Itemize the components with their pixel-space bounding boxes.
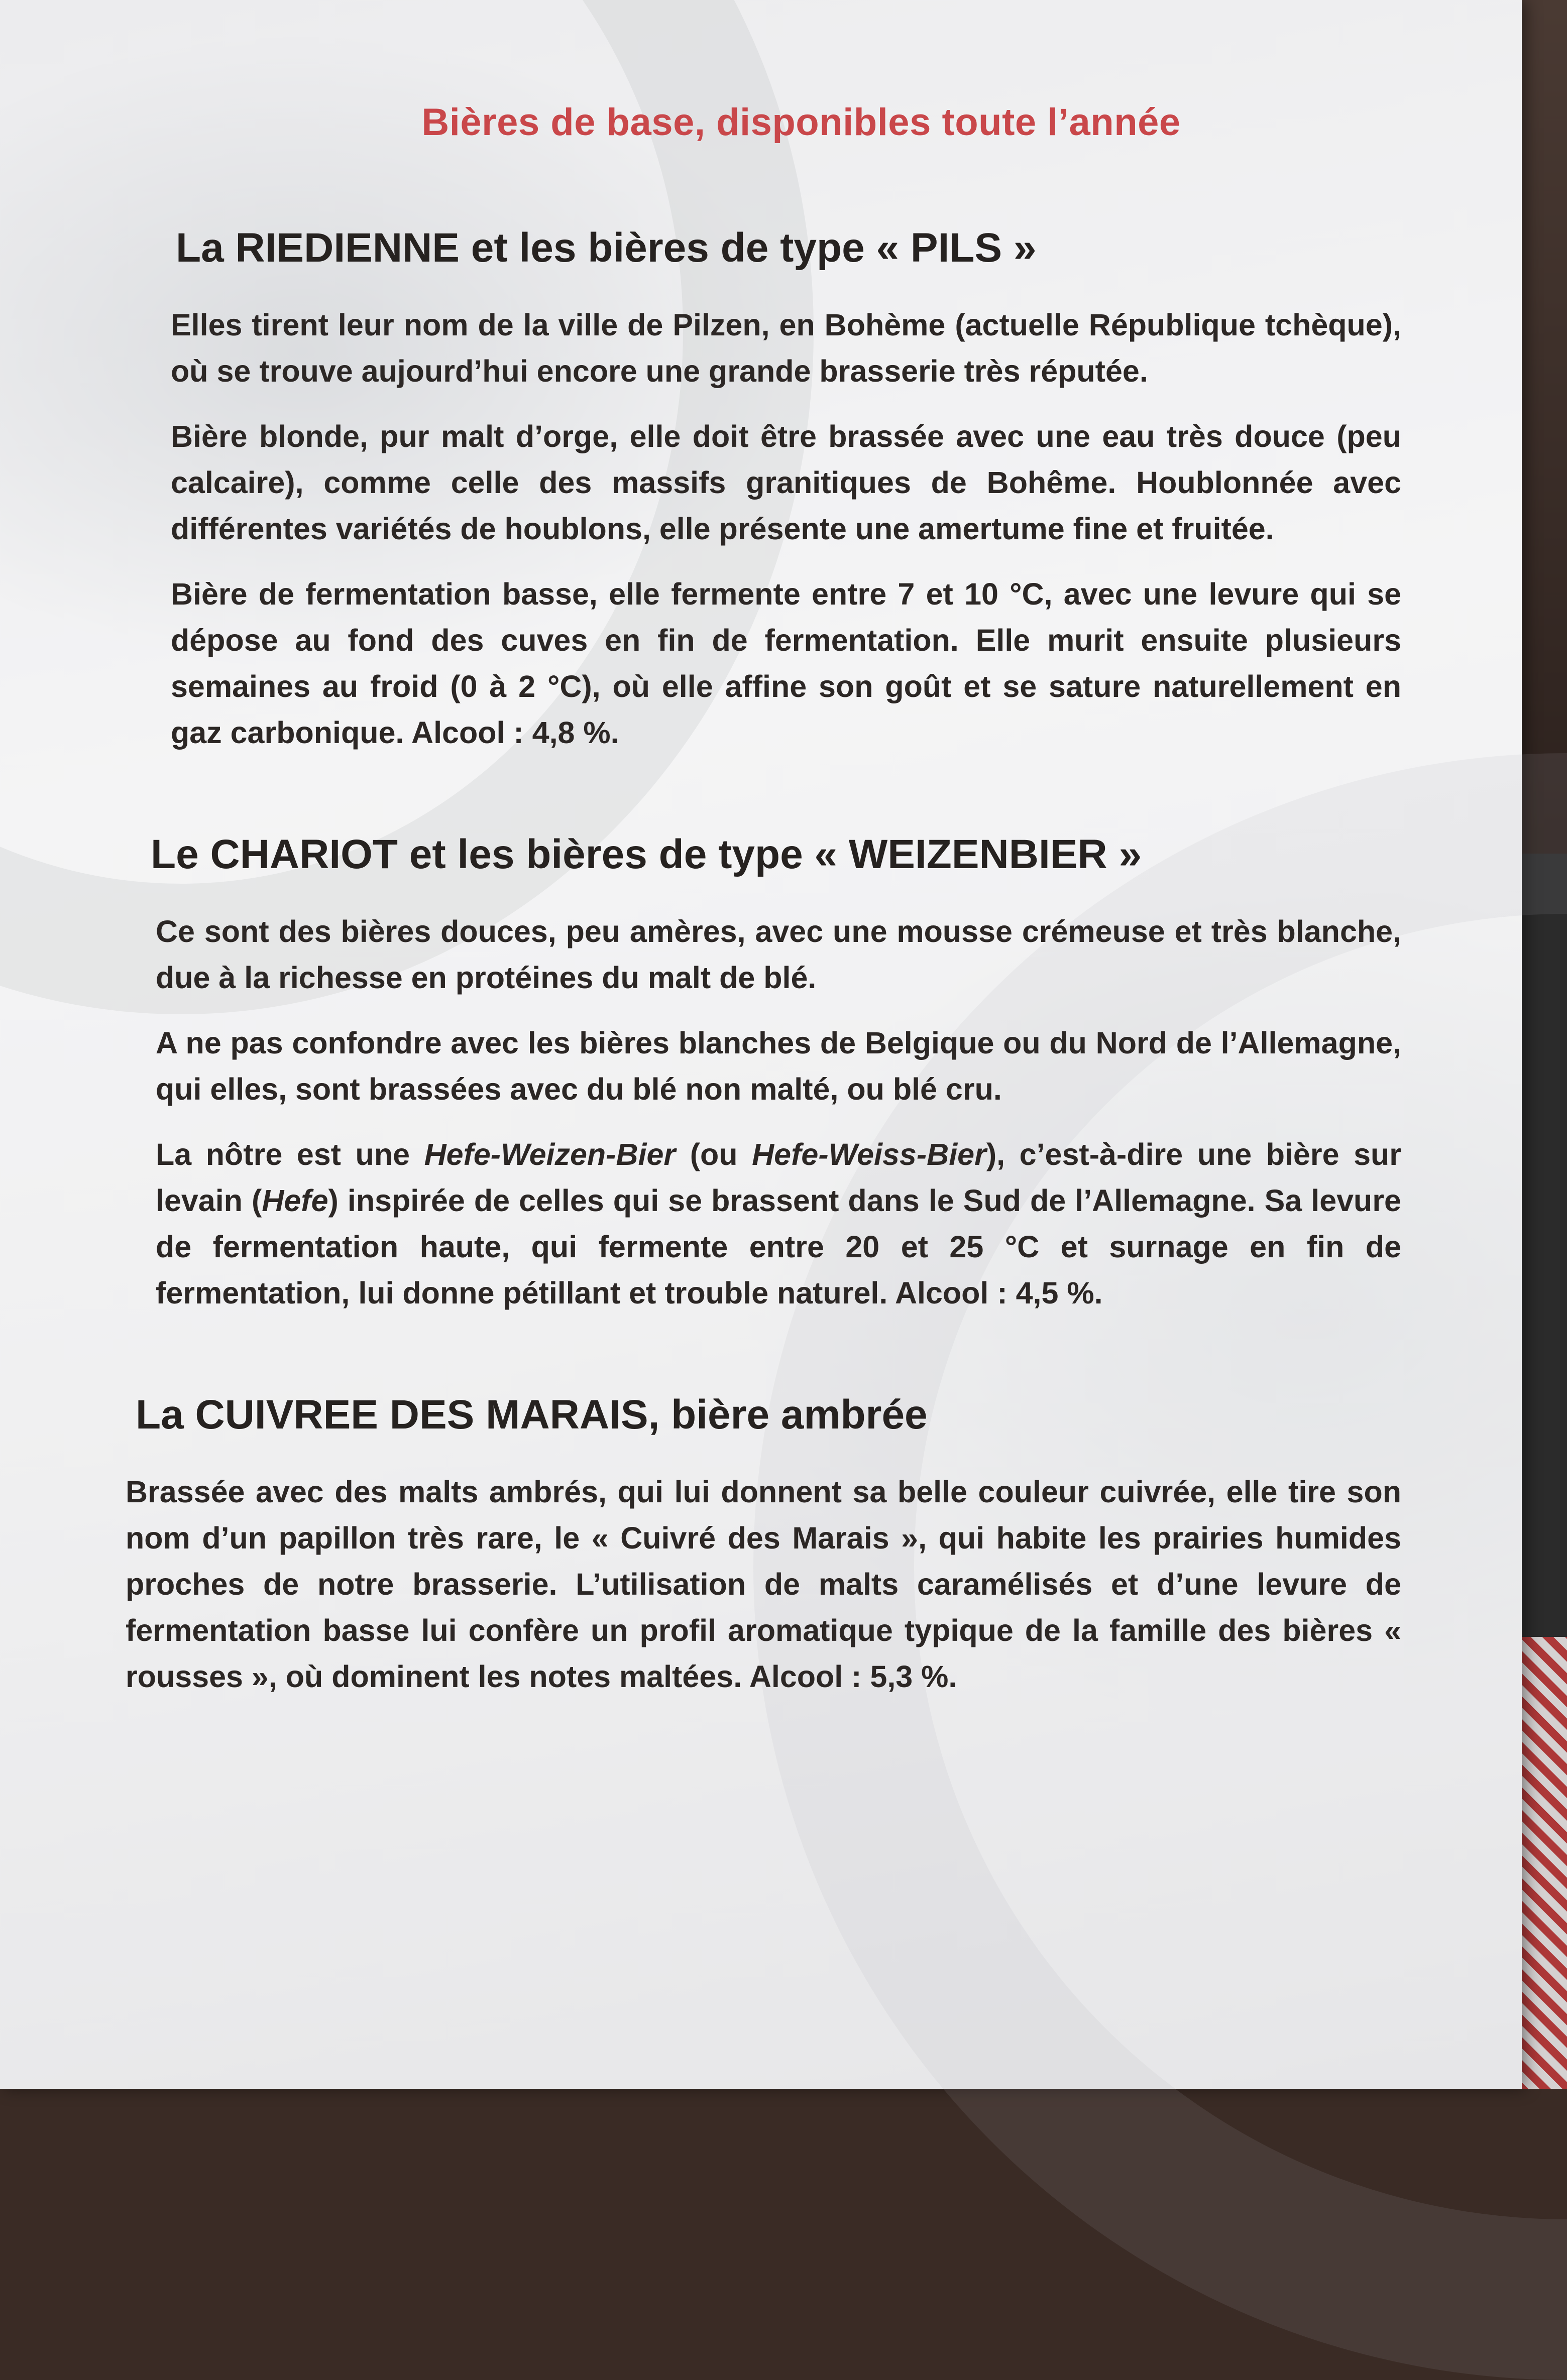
paragraph: Bière blonde, pur malt d’orge, elle doit être brassée avec une eau très douce (peu calcaire), comme celle des massifs granitiques de Bohême. Houblonnée avec différentes variétés de houblons, elle présente une amertume fine et fruitée. [171, 419, 1401, 546]
section-heading: Le CHARIOT et les bières de type « WEIZENBIER » [151, 831, 1142, 877]
section-riedienne [126, 224, 1401, 756]
italic-term: Hefe-Weizen-Bier [424, 1137, 676, 1171]
paragraph: Ce sont des bières douces, peu amères, avec une mousse crémeuse et très blanche, due à la richesse en protéines du malt de blé. [156, 914, 1401, 995]
text-run: ) inspirée de celles qui se brassent dans le Sud de l’Allemagne. Sa levure de fermentation haute, qui fermente entre 20 et 25 °C et surnage en fin de fermentation, lui donne pétillant et trouble naturel. Alcool : 4,5 %. [156, 1183, 1401, 1310]
text-run: (ou [676, 1137, 752, 1171]
section-heading: La CUIVREE DES MARAIS, bière ambrée [136, 1392, 928, 1438]
italic-term: Hefe-Weiss-Bier [752, 1137, 986, 1171]
page-title: Bières de base, disponibles toute l’année [421, 101, 1181, 144]
text-run: La nôtre est une [156, 1137, 424, 1171]
italic-term: Hefe [262, 1183, 328, 1218]
paragraph: A ne pas confondre avec les bières blanches de Belgique ou du Nord de l’Allemagne, qui elles, sont brassées avec du blé non malté, ou blé cru. [156, 1026, 1401, 1106]
paragraph: Brassée avec des malts ambrés, qui lui donnent sa belle couleur cuivrée, elle tire son nom d’un papillon très rare, le « Cuivré des Marais », qui habite les prairies humides proches de notre brasserie. L’utilisation de malts caramélisés et d’une levure de fermentation basse lui confère un profil aromatique typique de la famille des bières « rousses », où dominent les notes maltées. Alcool : 5,3 %. [126, 1475, 1401, 1694]
paragraph: Elles tirent leur nom de la ville de Pilzen, en Bohème (actuelle République tchèque), où se trouve aujourd’hui encore une grande brasserie très réputée. [171, 308, 1401, 388]
document-content [126, 100, 1401, 1719]
paragraph-rich [156, 1131, 1401, 1316]
paragraph: Bière de fermentation basse, elle fermente entre 7 et 10 °C, avec une levure qui se dépose au fond des cuves en fin de fermentation. Elle murit ensuite plusieurs semaines au froid (0 à 2 °C), où elle affine son goût et se sature naturellement en gaz carbonique. Alcool : 4,8 %. [171, 577, 1401, 750]
section-heading: La RIEDIENNE et les bières de type « PILS » [176, 225, 1037, 271]
section-chariot [126, 831, 1401, 1316]
section-cuivree [126, 1391, 1401, 1700]
text-run: ), c’est-à-dire une bière sur levain ( [156, 1137, 1402, 1218]
